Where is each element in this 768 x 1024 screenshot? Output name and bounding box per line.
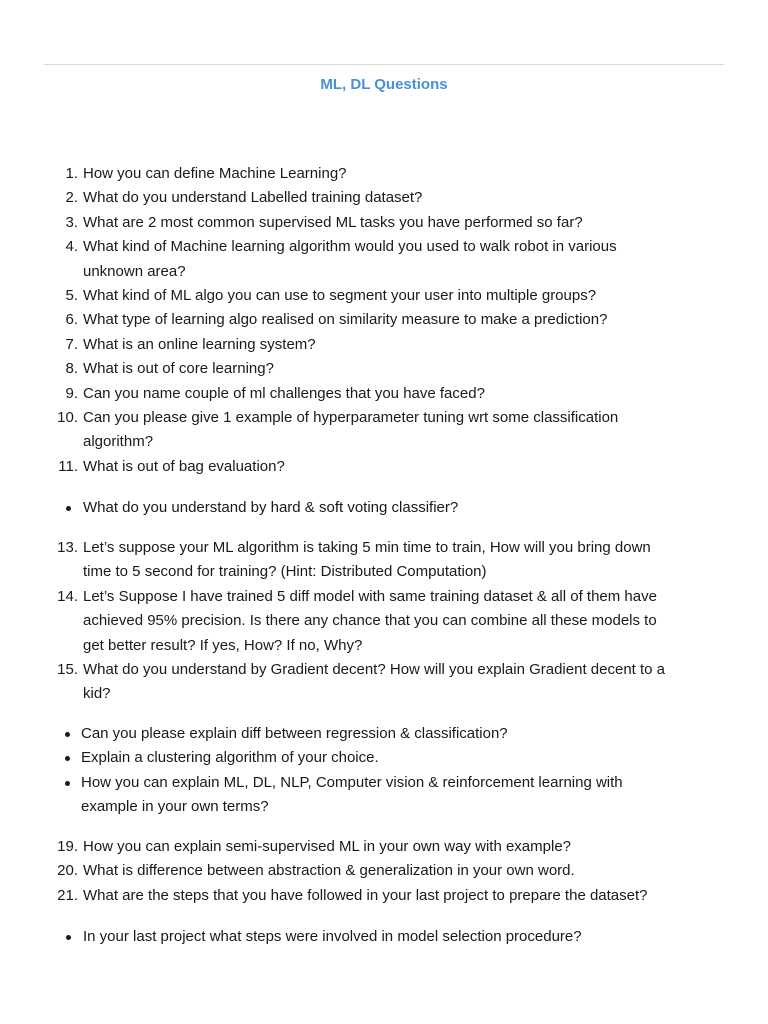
question-number: 10. (57, 409, 78, 426)
question-text: What is out of core learning? (83, 360, 274, 378)
bullet-text: Can you please explain diff between regression & classification? (81, 725, 508, 742)
bullet-text: What do you understand by hard & soft voting classifier? (83, 499, 459, 516)
question-text: time to 5 second for training? (Hint: Distributed Computation) (83, 563, 487, 581)
bullet-icon (66, 506, 71, 511)
bullet-text: example in your own terms? (81, 798, 269, 816)
question-number: 4. (65, 238, 78, 256)
question-text: achieved 95% precision. Is there any chance that you can combine all these models to (83, 612, 657, 630)
bullet-icon (65, 756, 70, 761)
question-number: 1. (65, 165, 78, 182)
question-text: algorithm? (83, 433, 154, 451)
question-number: 7. (65, 335, 78, 353)
question-number: 5. (65, 287, 78, 304)
question-number: 9. (65, 384, 78, 402)
question-number: 2. (65, 189, 78, 207)
question-text: How you can explain semi-supervised ML in your own way with example? (83, 838, 571, 855)
bullet-text: How you can explain ML, DL, NLP, Computer vision & reinforcement learning with (81, 773, 623, 791)
bullet-text: In your last project what steps were involved in model selection procedure? (83, 928, 582, 945)
question-text: How you can define Machine Learning? (83, 165, 347, 182)
question-text: What type of learning algo realised on similarity measure to make a prediction? (83, 311, 608, 329)
question-number: 3. (65, 213, 78, 231)
question-text: What is out of bag evaluation? (83, 457, 285, 475)
question-text: What are the steps that you have followed in your last project to prepare the dataset? (83, 886, 648, 904)
question-number: 8. (65, 360, 78, 378)
bullet-icon (66, 935, 71, 940)
bullet-icon (65, 781, 70, 786)
question-text: Can you please give 1 example of hyperparameter tuning wrt some classification (83, 409, 619, 426)
question-text: get better result? If yes, How? If no, Why? (83, 636, 363, 654)
question-number: 15. (57, 661, 78, 678)
question-number: 13. (57, 539, 78, 556)
question-number: 6. (65, 311, 78, 329)
question-text: Let’s suppose your ML algorithm is taking 5 min time to train, How will you bring down (83, 539, 651, 556)
question-text: What do you understand by Gradient decent? How will you explain Gradient decent to a (83, 661, 666, 678)
question-text: Can you name couple of ml challenges that you have faced? (83, 384, 485, 402)
bullet-icon (65, 732, 70, 737)
top-divider (44, 64, 724, 65)
question-text: What kind of ML algo you can use to segment your user into multiple groups? (83, 287, 597, 304)
question-number: 21. (57, 886, 78, 904)
question-text: unknown area? (83, 262, 186, 280)
question-number: 19. (57, 838, 78, 855)
question-number: 11. (58, 457, 78, 475)
question-number: 14. (57, 587, 78, 605)
question-text: What is an online learning system? (83, 335, 316, 353)
question-text: What do you understand Labelled training dataset? (83, 189, 423, 207)
question-text: kid? (83, 685, 111, 703)
question-text: Let’s Suppose I have trained 5 diff model with same training dataset & all of them have (83, 587, 657, 605)
document-title: ML, DL Questions (320, 76, 448, 93)
question-text: What are 2 most common supervised ML tasks you have performed so far? (83, 213, 583, 231)
question-text: What kind of Machine learning algorithm would you used to walk robot in various (83, 238, 617, 256)
question-number: 20. (57, 862, 78, 880)
bullet-text: Explain a clustering algorithm of your choice. (81, 749, 379, 767)
question-text: What is difference between abstraction & generalization in your own word. (83, 862, 575, 880)
